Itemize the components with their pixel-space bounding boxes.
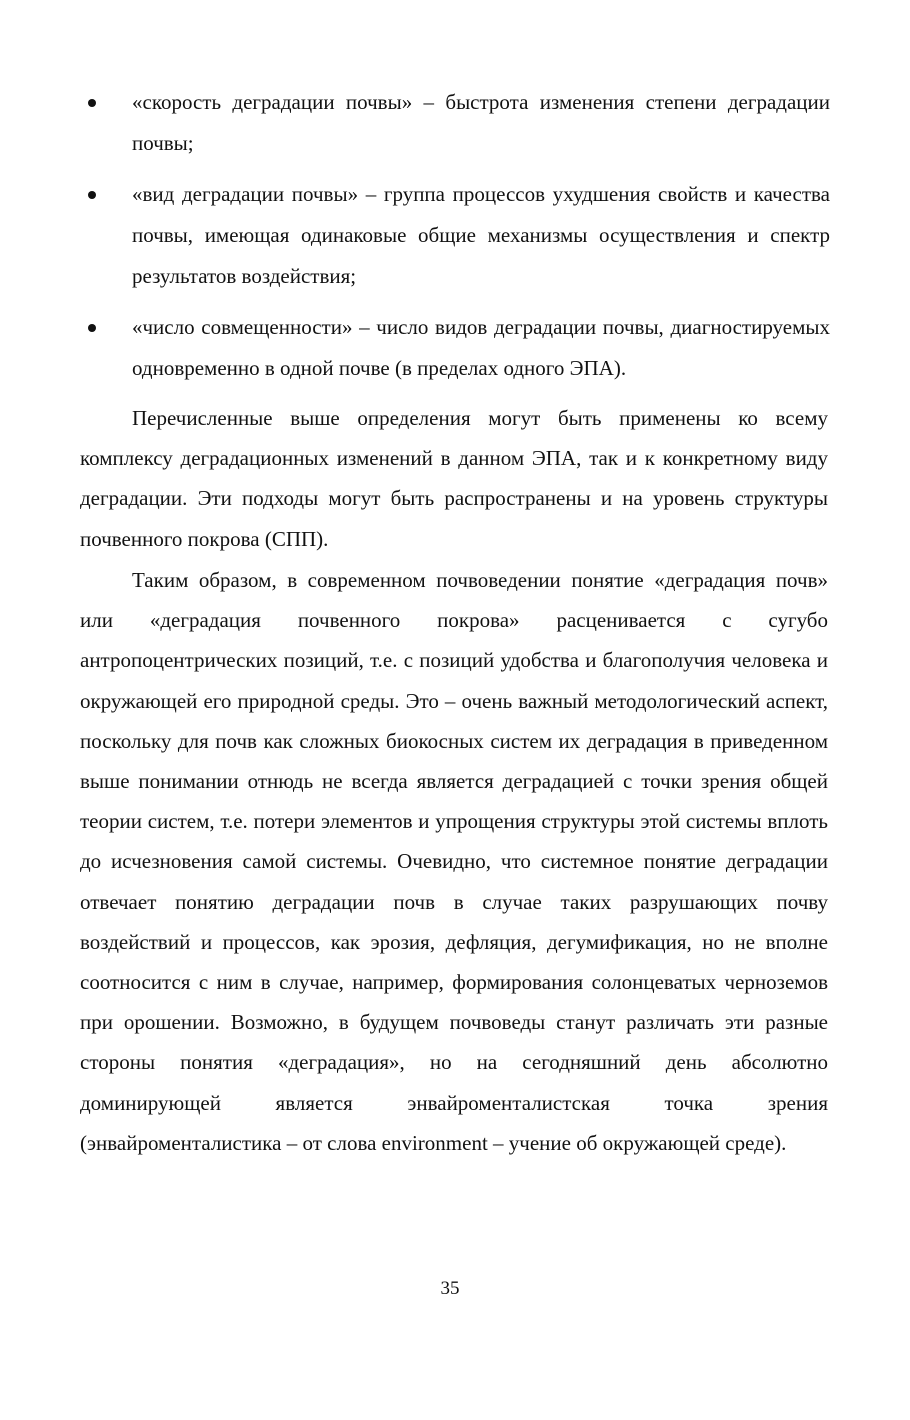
paragraph-degradation-concept: Таким образом, в современном почвоведении понятие «деградация почв» или «деградация почвенного покрова» расценивается с сугубо антропоцентрических позиций, т.е. с позиций удобства и благополучия человека и окружающей его природной среды. Это – очень важный методологический аспект, поскольку для почв как сложных биокосных систем их деградация в приведенном выше понимании отнюдь не всегда является деградацией с точки зрения общей теории систем, т.е. потери элементов и упрощения структуры этой системы вплоть до исчезновения самой системы. Очевидно, что системное понятие деградации отвечает понятию деградации почв в случае таких разрушающих почву воздействий и процессов, как эрозия, дефляция, дегумификация, но не вполне соотносится с ним в случае, например, формирования солонцеватых черноземов при орошении. Возможно, в будущем почвоведы станут различать эти разные стороны понятия «деградация», но на сегодняшний день абсолютно доминирующей является энвайроменталистская точка зрения (энвайроменталистика – от слова environment – учение об окружающей среде). <box>80 568 828 1155</box>
bullet-icon <box>88 324 96 332</box>
page-number: 35 <box>440 1278 460 1299</box>
list-item-text: «скорость деградации почвы» – быстрота изменения степени деградации почвы; <box>132 90 830 155</box>
definitions-list <box>80 82 830 399</box>
list-item-text: «вид деградации почвы» – группа процессов ухудшения свойств и качества почвы, имеющая одинаковые общие механизмы осуществления и спектр результатов воздействия; <box>132 182 830 288</box>
bullet-icon <box>88 191 96 199</box>
paragraph-definitions-scope: Перечисленные выше определения могут быть применены ко всему комплексу деградационных изменений в данном ЭПА, так и к конкретному виду деградации. Эти подходы могут быть распространены и на уровень структуры почвенного покрова (СПП). <box>80 406 828 551</box>
list-item <box>80 307 830 389</box>
list-item <box>80 82 830 164</box>
list-item <box>80 174 830 297</box>
list-item-text: «число совмещенности» – число видов деградации почвы, диагностируемых одновременно в одной почве (в пределах одного ЭПА). <box>132 315 830 380</box>
bullet-icon <box>88 99 96 107</box>
